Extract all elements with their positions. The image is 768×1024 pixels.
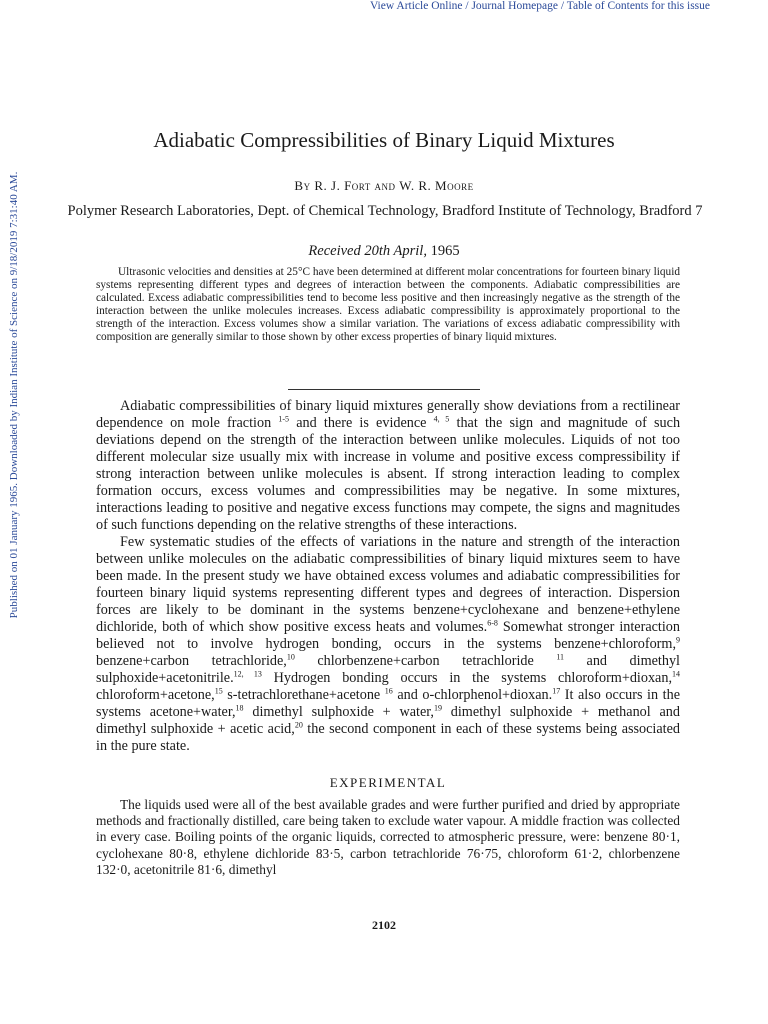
- reference-marker: 17: [552, 686, 561, 696]
- journal-homepage-link[interactable]: Journal Homepage: [471, 0, 558, 12]
- text-run: benzene+carbon tetrachloride,: [96, 653, 287, 669]
- header-links: [370, 0, 710, 12]
- page-number: 2102: [372, 918, 396, 932]
- reference-marker: 10: [286, 652, 295, 662]
- author-1: R. J. Fort: [314, 178, 371, 193]
- text-run: dimethyl sulphoxide + methanol and dimethyl sulphoxide + acetic acid,: [96, 704, 680, 737]
- text-run: and o-chlorphenol+dioxan.: [392, 687, 553, 703]
- received-label: Received: [308, 243, 361, 259]
- reference-marker: 19: [433, 703, 442, 713]
- text-run: dimethyl sulphoxide + water,: [243, 704, 434, 720]
- reference-marker: 20: [294, 720, 303, 730]
- text-run: that the sign and magnitude of such deviations depend on the strength of the interaction between unlike molecules. Liquids of not too different molecular size usually mix with increase in volume and positive excess compressibility if strong interaction between unlike molecules is absent. If strong interaction leading to complex formation occurs, excess volumes and compressibilities may be negative. In some mixtures, interactions leading to positive and negative excess functions may compete, the signs and magnitudes of such functions depending on the relative strengths of these interactions.: [96, 415, 681, 533]
- text-run: It also occurs in the systems acetone+water,: [96, 687, 680, 720]
- reference-marker: 16: [384, 686, 393, 696]
- reference-marker: 1-5: [278, 414, 290, 424]
- text-run: Hydrogen bonding occurs in the systems chloroform+dioxan,: [261, 670, 672, 686]
- received-date: [0, 243, 768, 260]
- download-watermark: [6, 155, 22, 635]
- received-year: 1965: [430, 243, 460, 259]
- separator: /: [462, 0, 472, 12]
- view-article-online-link[interactable]: View Article Online: [369, 0, 463, 12]
- and-label: and: [374, 178, 396, 193]
- text-run: Somewhat stronger interaction believed not to involve hydrogen bonding, occurs in the systems benzene+chloroform,: [96, 619, 680, 652]
- text-run: chloroform+acetone,: [96, 687, 215, 703]
- reference-marker: 15: [214, 686, 223, 696]
- abstract: Ultrasonic velocities and densities at 25°C have been determined at different molar concentrations for fourteen binary liquid systems representing different types and degrees of interaction between the components. Adiabatic compressibilities are calculated. Excess adiabatic compressibilities tend to become less positive and then increasingly negative as the strength of the interaction between the unlike molecules increases. Excess adiabatic compressibility is approximately proportional to the strength of the interaction. Excess volumes show a similar variation. The variations of excess adiabatic compressibility with composition are generally similar to those shown by other excess properties of binary liquid mixtures.: [96, 266, 680, 343]
- separator: /: [558, 0, 567, 12]
- author-line: [0, 178, 768, 194]
- text-run: s-tetrachlorethane+acetone: [222, 687, 381, 703]
- divider: [288, 389, 480, 390]
- download-watermark-text: Published on 01 January 1965. Downloaded by Indian Institute of Science on 9/18/2019 7:31:40 AM.: [8, 171, 20, 619]
- section-heading-experimental: EXPERIMENTAL: [329, 775, 447, 790]
- text-run: Adiabatic compressibilities of binary liquid mixtures generally show deviations from a rectilinear dependence on mole fraction: [96, 398, 680, 431]
- paragraph-3: The liquids used were all of the best available grades and were further purified and dried by appropriate methods and fractionally distilled, care being taken to exclude water vapour. A middle fraction was collected in every case. Boiling points of the organic liquids, corrected to atmospheric pressure, were: benzene 80·1, cyclohexane 80·8, ethylene dichloride 83·5, carbon tetrachloride 76·75, chloroform 61·2, chlorbenzene 132·0, acetonitrile 81·6, dimethyl: [96, 797, 680, 877]
- text-run: chlorbenzene+carbon tetrachloride: [294, 653, 534, 669]
- reference-marker: 6-8: [487, 618, 498, 628]
- reference-marker: 14: [672, 669, 680, 679]
- reference-marker: 11: [556, 652, 565, 662]
- affiliation: Polymer Research Laboratories, Dept. of Chemical Technology, Bradford Institute of Technology, Bradford 7: [67, 203, 703, 219]
- text-run: and there is evidence: [296, 415, 427, 431]
- text-run: the second component in each of these systems being associated in the pure state.: [96, 721, 681, 754]
- reference-marker: 9: [676, 635, 680, 645]
- reference-marker: 4, 5: [433, 414, 450, 424]
- text-run: and dimethyl sulphoxide+acetonitrile.: [96, 653, 680, 686]
- text-run: Few systematic studies of the effects of variations in the nature and strength of the interaction between unlike molecules on the adiabatic compressibilities of binary liquid mixtures seem to have been made. In the present study we have obtained excess volumes and adiabatic compressibilities for fourteen binary liquid systems representing different types and degrees of interaction. Dispersion forces are likely to be dominant in the systems benzene+cyclohexane and benzene+ethylene dichloride, both of which show positive excess heats and volumes.: [96, 534, 680, 635]
- paragraph-1: [96, 398, 680, 534]
- by-label: By: [294, 178, 311, 193]
- article-title: Adiabatic Compressibilities of Binary Liquid Mixtures: [153, 128, 615, 152]
- reference-marker: 18: [235, 703, 244, 713]
- paragraph-2: [96, 534, 680, 755]
- table-of-contents-link[interactable]: Table of Contents for this issue: [566, 0, 710, 12]
- received-day-month: 20th April,: [364, 243, 427, 259]
- author-2: W. R. Moore: [399, 178, 474, 193]
- article-body: [96, 398, 680, 878]
- reference-marker: 12, 13: [233, 669, 262, 679]
